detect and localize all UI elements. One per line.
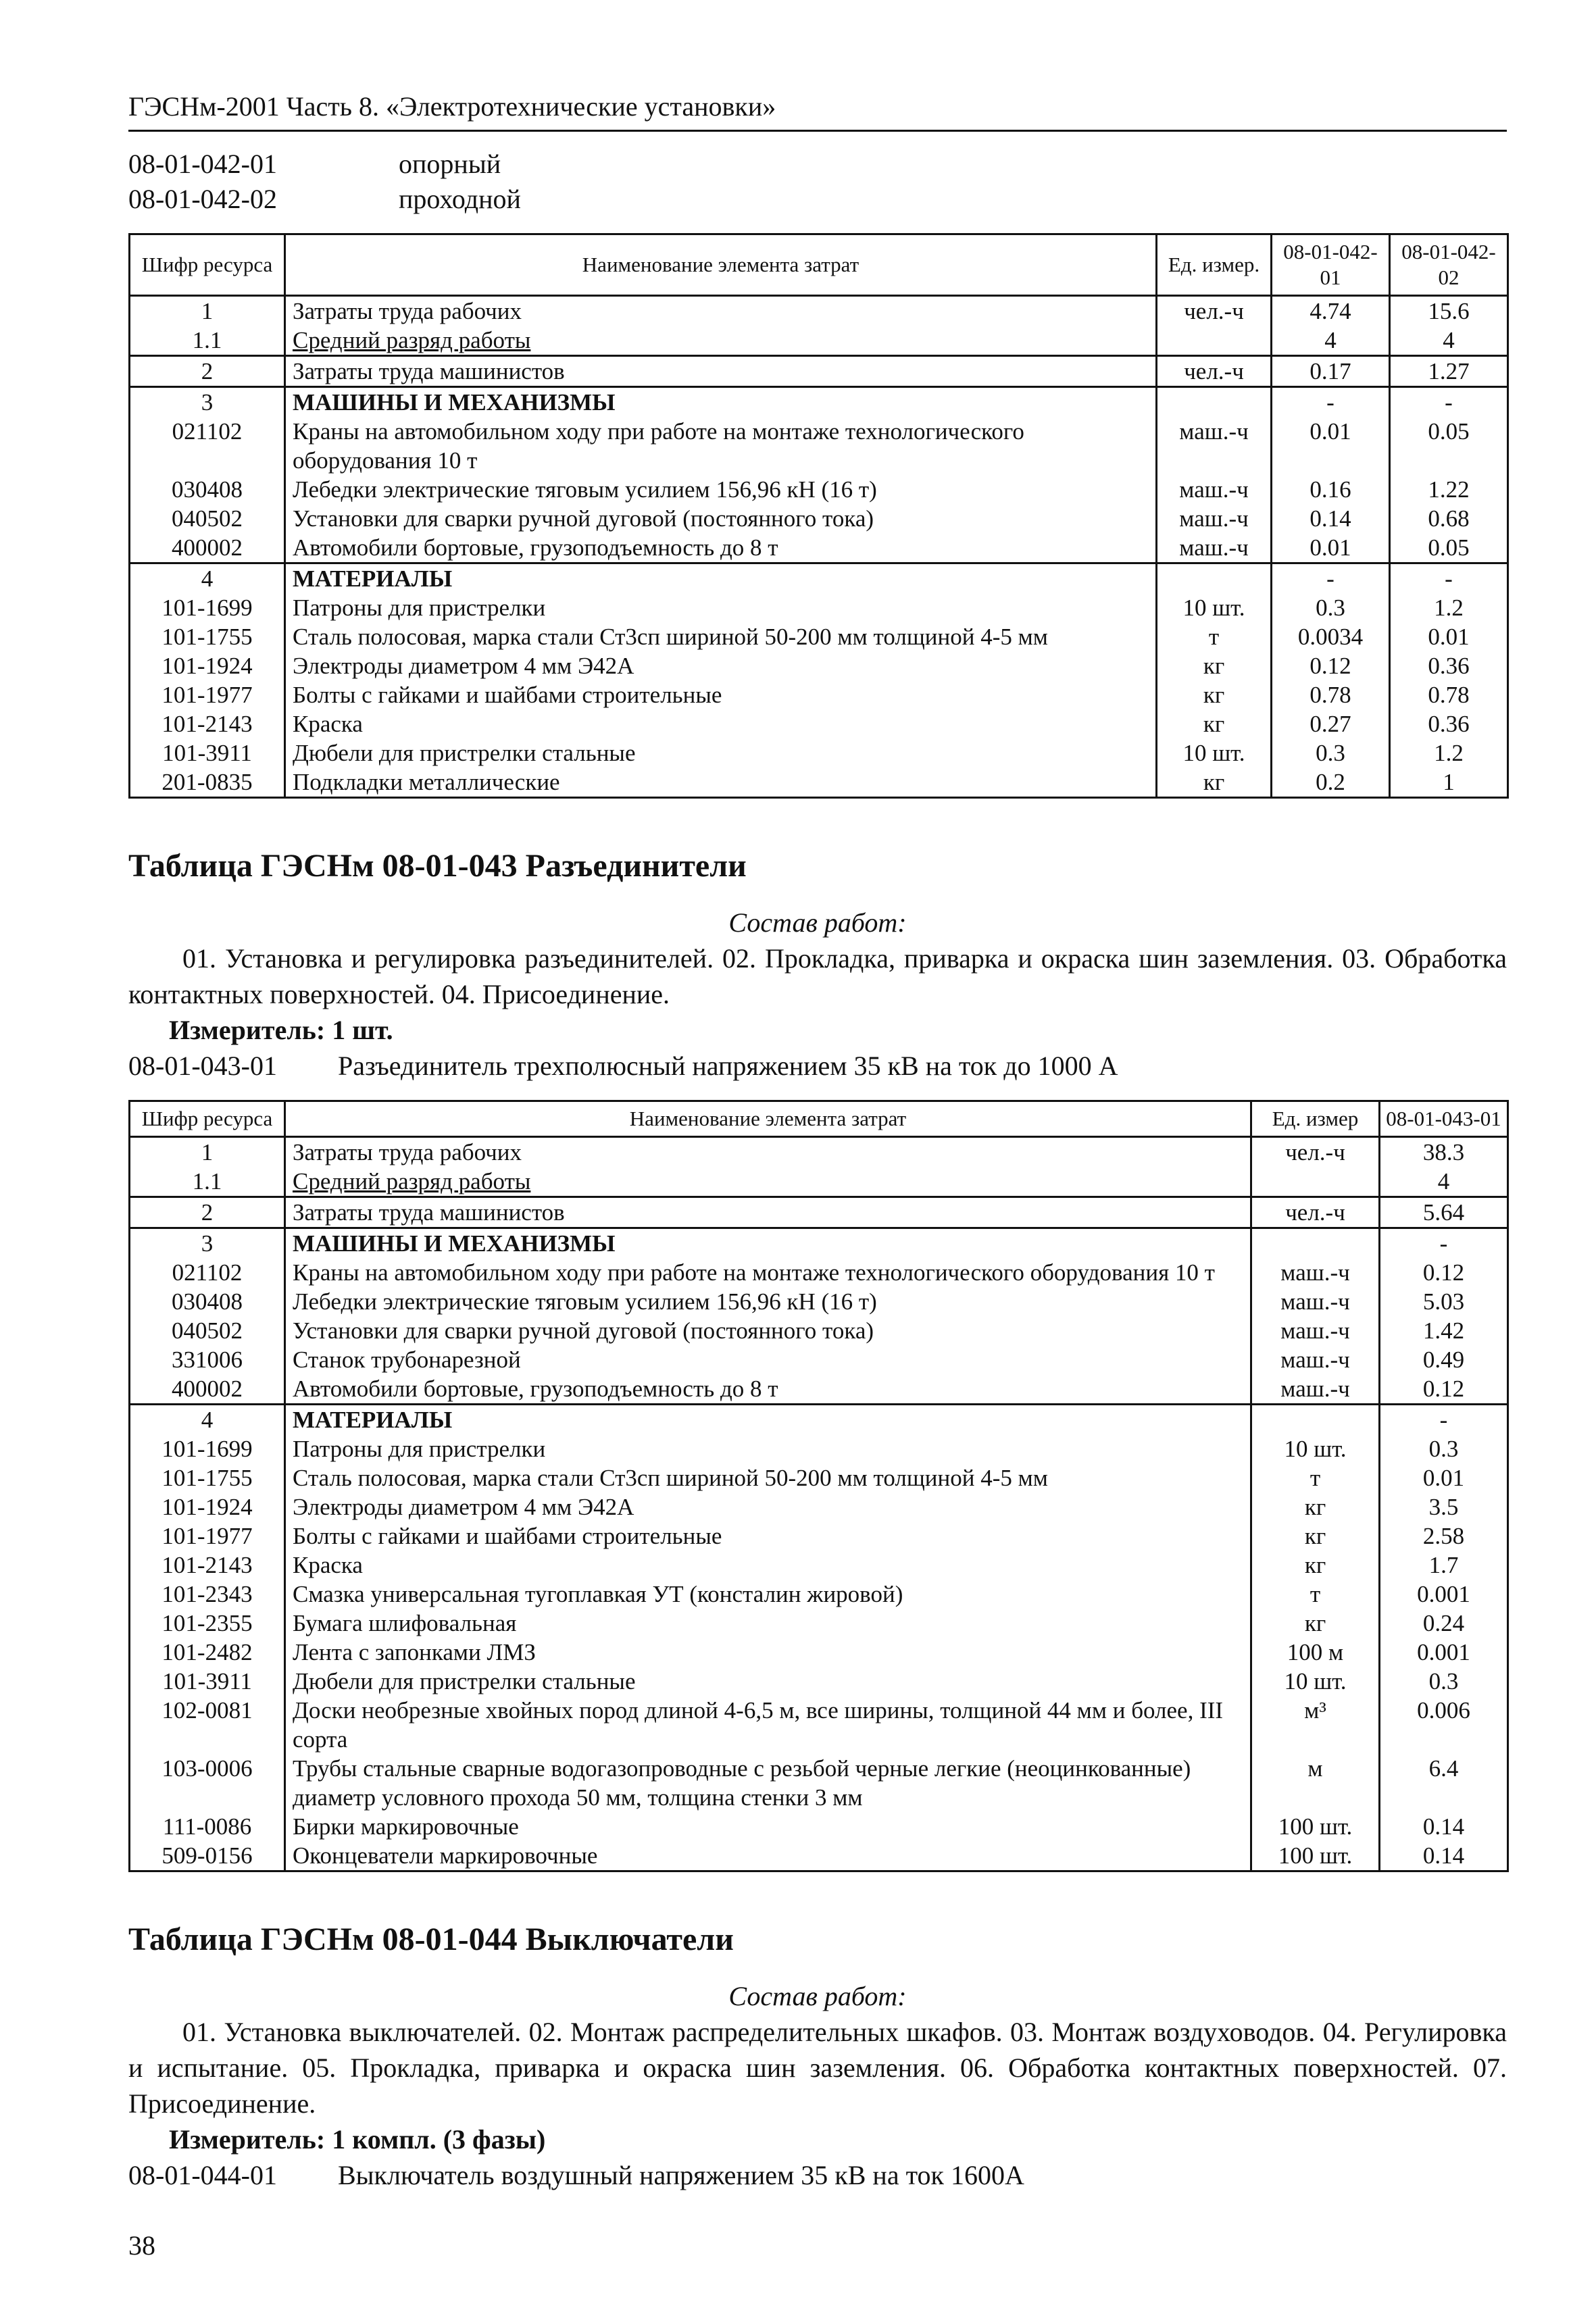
table-row: [130, 1696, 1508, 1754]
resource-code: 1: [130, 1137, 285, 1167]
table-row: [130, 356, 1508, 387]
resource-code: 101-1977: [130, 680, 285, 709]
value-cell: 0.01: [1380, 1463, 1508, 1492]
value-cell: 0.17: [1272, 356, 1390, 387]
value-cell: 0.16: [1272, 475, 1390, 504]
cost-element-name: МАШИНЫ И МЕХАНИЗМЫ: [285, 1228, 1251, 1259]
table-row: [130, 1167, 1508, 1197]
unit-cell: маш.-ч: [1251, 1316, 1380, 1345]
cost-element-name: Краска: [285, 1551, 1251, 1580]
cost-element-name: Доски необрезные хвойных пород длиной 4-6,5 м, все ширины, толщиной 44 мм и более, III сорта: [285, 1696, 1251, 1754]
resource-code: 021102: [130, 1258, 285, 1287]
table-row: [130, 593, 1508, 622]
position-name: Разъединитель трехполюсный напряжением 35 кВ на ток до 1000 А: [338, 1051, 1118, 1081]
table-row: [130, 563, 1508, 594]
position-code: 08-01-044-01: [128, 2160, 277, 2190]
unit-cell: 100 шт.: [1251, 1841, 1380, 1871]
work-composition-label: Состав работ:: [728, 1981, 907, 2011]
position-code: 08-01-043-01: [128, 1051, 277, 1081]
value-cell: 0.68: [1390, 504, 1508, 533]
value-cell: 1.7: [1380, 1551, 1508, 1580]
table-row: [130, 1258, 1508, 1287]
cost-element-name: Автомобили бортовые, грузоподъемность до 8 т: [285, 533, 1157, 563]
unit-cell: маш.-ч: [1251, 1258, 1380, 1287]
cost-element-name: Лента с запонками ЛМЗ: [285, 1638, 1251, 1667]
resource-code: 400002: [130, 533, 285, 563]
table-title: Таблица ГЭСНм 08-01-043 Разъединители: [128, 848, 747, 884]
cost-element-name: Сталь полосовая, марка стали Ст3сп шириной 50-200 мм толщиной 4-5 мм: [285, 622, 1157, 651]
value-cell: 1.2: [1390, 593, 1508, 622]
cost-element-name: МАШИНЫ И МЕХАНИЗМЫ: [285, 387, 1157, 418]
work-composition-text: 01. Установка выключателей. 02. Монтаж распределительных шкафов. 03. Монтаж воздуховодов. 04. Регулировка и испытание. 05. Прокладка, приварка и окраска шин заземления. 06. Обработка контактных поверхностей. 07. Присоединение.: [128, 2017, 1507, 2119]
value-cell: -: [1390, 563, 1508, 594]
value-cell: 4: [1272, 326, 1390, 356]
resource-code: 331006: [130, 1345, 285, 1374]
resource-code: 101-3911: [130, 738, 285, 768]
unit-cell: кг: [1251, 1521, 1380, 1551]
resource-code: 101-2143: [130, 709, 285, 738]
header-name: Наименование элемента затрат: [285, 234, 1157, 296]
position-name: опорный: [399, 149, 501, 179]
unit-cell: [1157, 326, 1272, 356]
table-row: [130, 1434, 1508, 1463]
value-cell: 0.14: [1272, 504, 1390, 533]
value-cell: 1.42: [1380, 1316, 1508, 1345]
unit-cell: кг: [1251, 1551, 1380, 1580]
table-row: [130, 1521, 1508, 1551]
unit-cell: 100 м: [1251, 1638, 1380, 1667]
value-cell: 0.3: [1272, 593, 1390, 622]
value-cell: 1.2: [1390, 738, 1508, 768]
cost-element-name: Оконцеватели маркировочные: [285, 1841, 1251, 1871]
header-value: 08-01-042-02: [1390, 234, 1508, 296]
resource-code: 101-1755: [130, 1463, 285, 1492]
resource-code: 101-1977: [130, 1521, 285, 1551]
cost-element-name: Затраты труда рабочих: [285, 296, 1157, 326]
value-cell: -: [1272, 563, 1390, 594]
cost-element-name: Подкладки металлические: [285, 768, 1157, 798]
resource-code: 3: [130, 387, 285, 418]
table-row: [130, 1463, 1508, 1492]
unit-cell: маш.-ч: [1251, 1287, 1380, 1316]
value-cell: 0.36: [1390, 651, 1508, 680]
table-row: [130, 1228, 1508, 1259]
value-cell: 0.2: [1272, 768, 1390, 798]
table-row: [130, 1551, 1508, 1580]
value-cell: 0.3: [1380, 1434, 1508, 1463]
value-cell: 0.78: [1390, 680, 1508, 709]
value-cell: 0.12: [1380, 1374, 1508, 1405]
value-cell: -: [1380, 1405, 1508, 1435]
measure-line: [128, 1012, 1507, 1048]
resource-code: 101-2355: [130, 1609, 285, 1638]
value-cell: 0.49: [1380, 1345, 1508, 1374]
table-row: [130, 504, 1508, 533]
value-cell: 0.12: [1380, 1258, 1508, 1287]
value-cell: 2.58: [1380, 1521, 1508, 1551]
resource-code: 101-2343: [130, 1580, 285, 1609]
table-row: [130, 1812, 1508, 1841]
value-cell: 1.22: [1390, 475, 1508, 504]
unit-cell: т: [1251, 1463, 1380, 1492]
resource-code: 101-2143: [130, 1551, 285, 1580]
resource-code: 2: [130, 1197, 285, 1228]
table-title: Таблица ГЭСНм 08-01-044 Выключатели: [128, 1921, 734, 1957]
unit-cell: чел.-ч: [1157, 296, 1272, 326]
unit-cell: 10 шт.: [1251, 1667, 1380, 1696]
cost-element-name: Установки для сварки ручной дуговой (постоянного тока): [285, 1316, 1251, 1345]
table-row: [130, 1316, 1508, 1345]
value-cell: 0.78: [1272, 680, 1390, 709]
work-composition-label: Состав работ:: [728, 907, 907, 938]
resource-code: 1.1: [130, 326, 285, 356]
resource-code: 4: [130, 563, 285, 594]
measure-value: 1 шт.: [332, 1015, 393, 1045]
value-cell: 4.74: [1272, 296, 1390, 326]
position-code: 08-01-042-02: [128, 184, 277, 214]
value-cell: -: [1272, 387, 1390, 418]
unit-cell: м: [1251, 1754, 1380, 1812]
unit-cell: маш.-ч: [1157, 533, 1272, 563]
resource-code: 201-0835: [130, 768, 285, 798]
value-cell: 0.14: [1380, 1841, 1508, 1871]
header-code: Шифр ресурса: [130, 234, 285, 296]
unit-cell: маш.-ч: [1157, 504, 1272, 533]
value-cell: 15.6: [1390, 296, 1508, 326]
cost-element-name: Затраты труда машинистов: [285, 356, 1157, 387]
cost-element-name: Трубы стальные сварные водогазопроводные с резьбой черные легкие (неоцинкованные) диаметр условного прохода 50 мм, толщина стенки 3 мм: [285, 1754, 1251, 1812]
value-cell: 3.5: [1380, 1492, 1508, 1521]
value-cell: 0.24: [1380, 1609, 1508, 1638]
table-row: [130, 1137, 1508, 1167]
resource-code: 030408: [130, 1287, 285, 1316]
table-row: [130, 738, 1508, 768]
value-cell: 0.001: [1380, 1580, 1508, 1609]
unit-cell: кг: [1251, 1609, 1380, 1638]
cost-element-name: Болты с гайками и шайбами строительные: [285, 680, 1157, 709]
value-cell: 0.36: [1390, 709, 1508, 738]
position-row: [128, 2157, 1507, 2193]
table-row: [130, 1405, 1508, 1435]
table-row: [130, 1580, 1508, 1609]
value-cell: 0.27: [1272, 709, 1390, 738]
unit-cell: т: [1251, 1580, 1380, 1609]
unit-cell: [1251, 1405, 1380, 1435]
cost-element-name: Станок трубонарезной: [285, 1345, 1251, 1374]
cost-element-name: Патроны для пристрелки: [285, 593, 1157, 622]
unit-cell: кг: [1157, 651, 1272, 680]
cost-element-name: Лебедки электрические тяговым усилием 156,96 кН (16 т): [285, 1287, 1251, 1316]
unit-cell: м³: [1251, 1696, 1380, 1754]
unit-cell: 10 шт.: [1157, 593, 1272, 622]
resource-code: 2: [130, 356, 285, 387]
table-row: [130, 1638, 1508, 1667]
value-cell: 0.01: [1272, 533, 1390, 563]
position-name: Выключатель воздушный напряжением 35 кВ на ток 1600А: [338, 2160, 1024, 2190]
table-row: [130, 417, 1508, 475]
header-unit: Ед. измер.: [1157, 234, 1272, 296]
cost-element-name: Затраты труда рабочих: [285, 1137, 1251, 1167]
unit-cell: кг: [1251, 1492, 1380, 1521]
resource-code: 509-0156: [130, 1841, 285, 1871]
cost-element-name: Краска: [285, 709, 1157, 738]
value-cell: 0.001: [1380, 1638, 1508, 1667]
resource-table-08-01-042: [128, 233, 1509, 799]
resource-code: 101-1699: [130, 593, 285, 622]
header-unit: Ед. измер: [1251, 1101, 1380, 1137]
measure-value: 1 компл. (3 фазы): [332, 2124, 546, 2155]
cost-element-name: Сталь полосовая, марка стали Ст3сп шириной 50-200 мм толщиной 4-5 мм: [285, 1463, 1251, 1492]
cost-element-name: Краны на автомобильном ходу при работе на монтаже технологического оборудования 10 т: [285, 1258, 1251, 1287]
table-row: [130, 387, 1508, 418]
position-row: [128, 147, 1507, 182]
cost-element-name: Электроды диаметром 4 мм Э42А: [285, 1492, 1251, 1521]
table-row: [130, 651, 1508, 680]
table-row: [130, 533, 1508, 563]
cost-element-name: Краны на автомобильном ходу при работе на монтаже технологического оборудования 10 т: [285, 417, 1157, 475]
table-row: [130, 1287, 1508, 1316]
resource-table-08-01-043: [128, 1100, 1509, 1872]
header-name: Наименование элемента затрат: [285, 1101, 1251, 1137]
value-cell: 1: [1390, 768, 1508, 798]
unit-cell: маш.-ч: [1251, 1345, 1380, 1374]
value-cell: 0.3: [1380, 1667, 1508, 1696]
resource-code: 1: [130, 296, 285, 326]
work-composition-text: 01. Установка и регулировка разъединителей. 02. Прокладка, приварка и окраска шин заземления. 03. Обработка контактных поверхностей. 04. Присоединение.: [128, 943, 1507, 1009]
resource-code: 111-0086: [130, 1812, 285, 1841]
resource-code: 040502: [130, 1316, 285, 1345]
document-page: [128, 88, 1507, 2193]
cost-element-name: Средний разряд работы: [285, 326, 1157, 356]
table-row: [130, 296, 1508, 326]
position-code: 08-01-042-01: [128, 149, 277, 179]
value-cell: 6.4: [1380, 1754, 1508, 1812]
cost-element-name: Патроны для пристрелки: [285, 1434, 1251, 1463]
unit-cell: т: [1157, 622, 1272, 651]
value-cell: 0.01: [1272, 417, 1390, 475]
table-row: [130, 1754, 1508, 1812]
value-cell: 0.12: [1272, 651, 1390, 680]
value-cell: 0.0034: [1272, 622, 1390, 651]
value-cell: 0.01: [1390, 622, 1508, 651]
value-cell: 0.05: [1390, 533, 1508, 563]
resource-code: 102-0081: [130, 1696, 285, 1754]
value-cell: 5.03: [1380, 1287, 1508, 1316]
table-row: [130, 1841, 1508, 1871]
table-row: [130, 622, 1508, 651]
table-row: [130, 1667, 1508, 1696]
cost-element-name: Смазка универсальная тугоплавкая УТ (консталин жировой): [285, 1580, 1251, 1609]
cost-element-name: Дюбели для пристрелки стальные: [285, 1667, 1251, 1696]
value-cell: 0.14: [1380, 1812, 1508, 1841]
value-cell: -: [1380, 1228, 1508, 1259]
measure-line: [128, 2121, 1507, 2157]
cost-element-name: Лебедки электрические тяговым усилием 156,96 кН (16 т): [285, 475, 1157, 504]
cost-element-name: МАТЕРИАЛЫ: [285, 563, 1157, 594]
cost-element-name: Автомобили бортовые, грузоподъемность до 8 т: [285, 1374, 1251, 1405]
value-cell: 1.27: [1390, 356, 1508, 387]
position-row: [128, 1048, 1507, 1084]
unit-cell: кг: [1157, 768, 1272, 798]
unit-cell: маш.-ч: [1251, 1374, 1380, 1405]
table-row: [130, 1197, 1508, 1228]
value-cell: -: [1390, 387, 1508, 418]
value-cell: 38.3: [1380, 1137, 1508, 1167]
cost-element-name: Электроды диаметром 4 мм Э42А: [285, 651, 1157, 680]
resource-code: 103-0006: [130, 1754, 285, 1812]
table-body: [130, 1137, 1508, 1871]
unit-cell: кг: [1157, 709, 1272, 738]
value-cell: 4: [1380, 1167, 1508, 1197]
resource-code: 101-3911: [130, 1667, 285, 1696]
resource-code: 1.1: [130, 1167, 285, 1197]
table-body: [130, 296, 1508, 798]
cost-element-name: Дюбели для пристрелки стальные: [285, 738, 1157, 768]
resource-code: 3: [130, 1228, 285, 1259]
value-cell: 0.3: [1272, 738, 1390, 768]
position-name: проходной: [399, 184, 521, 214]
unit-cell: [1251, 1228, 1380, 1259]
cost-element-name: Установки для сварки ручной дуговой (постоянного тока): [285, 504, 1157, 533]
resource-code: 400002: [130, 1374, 285, 1405]
resource-code: 101-2482: [130, 1638, 285, 1667]
resource-code: 101-1755: [130, 622, 285, 651]
value-cell: 4: [1390, 326, 1508, 356]
resource-code: 101-1924: [130, 651, 285, 680]
cost-element-name: Средний разряд работы: [285, 1167, 1251, 1197]
resource-code: 030408: [130, 475, 285, 504]
resource-code: 101-1699: [130, 1434, 285, 1463]
unit-cell: маш.-ч: [1157, 475, 1272, 504]
unit-cell: [1157, 387, 1272, 418]
table-header-row: [130, 1101, 1508, 1137]
table-row: [130, 680, 1508, 709]
cost-element-name: Болты с гайками и шайбами строительные: [285, 1521, 1251, 1551]
table-row: [130, 768, 1508, 798]
measure-label: Измеритель:: [169, 2124, 326, 2155]
table-row: [130, 1374, 1508, 1405]
value-cell: 0.006: [1380, 1696, 1508, 1754]
unit-cell: чел.-ч: [1157, 356, 1272, 387]
resource-code: 040502: [130, 504, 285, 533]
page-number: 38: [128, 2230, 155, 2261]
measure-label: Измеритель:: [169, 1015, 326, 1045]
position-codes: [128, 147, 1507, 217]
unit-cell: 10 шт.: [1157, 738, 1272, 768]
table-row: [130, 1492, 1508, 1521]
unit-cell: чел.-ч: [1251, 1197, 1380, 1228]
unit-cell: 100 шт.: [1251, 1812, 1380, 1841]
resource-code: 101-1924: [130, 1492, 285, 1521]
unit-cell: кг: [1157, 680, 1272, 709]
position-row: [128, 182, 1507, 217]
value-cell: 5.64: [1380, 1197, 1508, 1228]
cost-element-name: Бумага шлифовальная: [285, 1609, 1251, 1638]
unit-cell: 10 шт.: [1251, 1434, 1380, 1463]
table-row: [130, 709, 1508, 738]
table-row: [130, 326, 1508, 356]
header-code: Шифр ресурса: [130, 1101, 285, 1137]
unit-cell: маш.-ч: [1157, 417, 1272, 475]
header-value: 08-01-043-01: [1380, 1101, 1508, 1137]
table-row: [130, 1609, 1508, 1638]
unit-cell: [1251, 1167, 1380, 1197]
cost-element-name: Бирки маркировочные: [285, 1812, 1251, 1841]
table-row: [130, 475, 1508, 504]
resource-code: 021102: [130, 417, 285, 475]
cost-element-name: Затраты труда машинистов: [285, 1197, 1251, 1228]
unit-cell: чел.-ч: [1251, 1137, 1380, 1167]
unit-cell: [1157, 563, 1272, 594]
value-cell: 0.05: [1390, 417, 1508, 475]
resource-code: 4: [130, 1405, 285, 1435]
running-header: ГЭСНм-2001 Часть 8. «Электротехнические установки»: [128, 88, 1507, 132]
header-value: 08-01-042-01: [1272, 234, 1390, 296]
cost-element-name: МАТЕРИАЛЫ: [285, 1405, 1251, 1435]
table-row: [130, 1345, 1508, 1374]
table-header-row: [130, 234, 1508, 296]
